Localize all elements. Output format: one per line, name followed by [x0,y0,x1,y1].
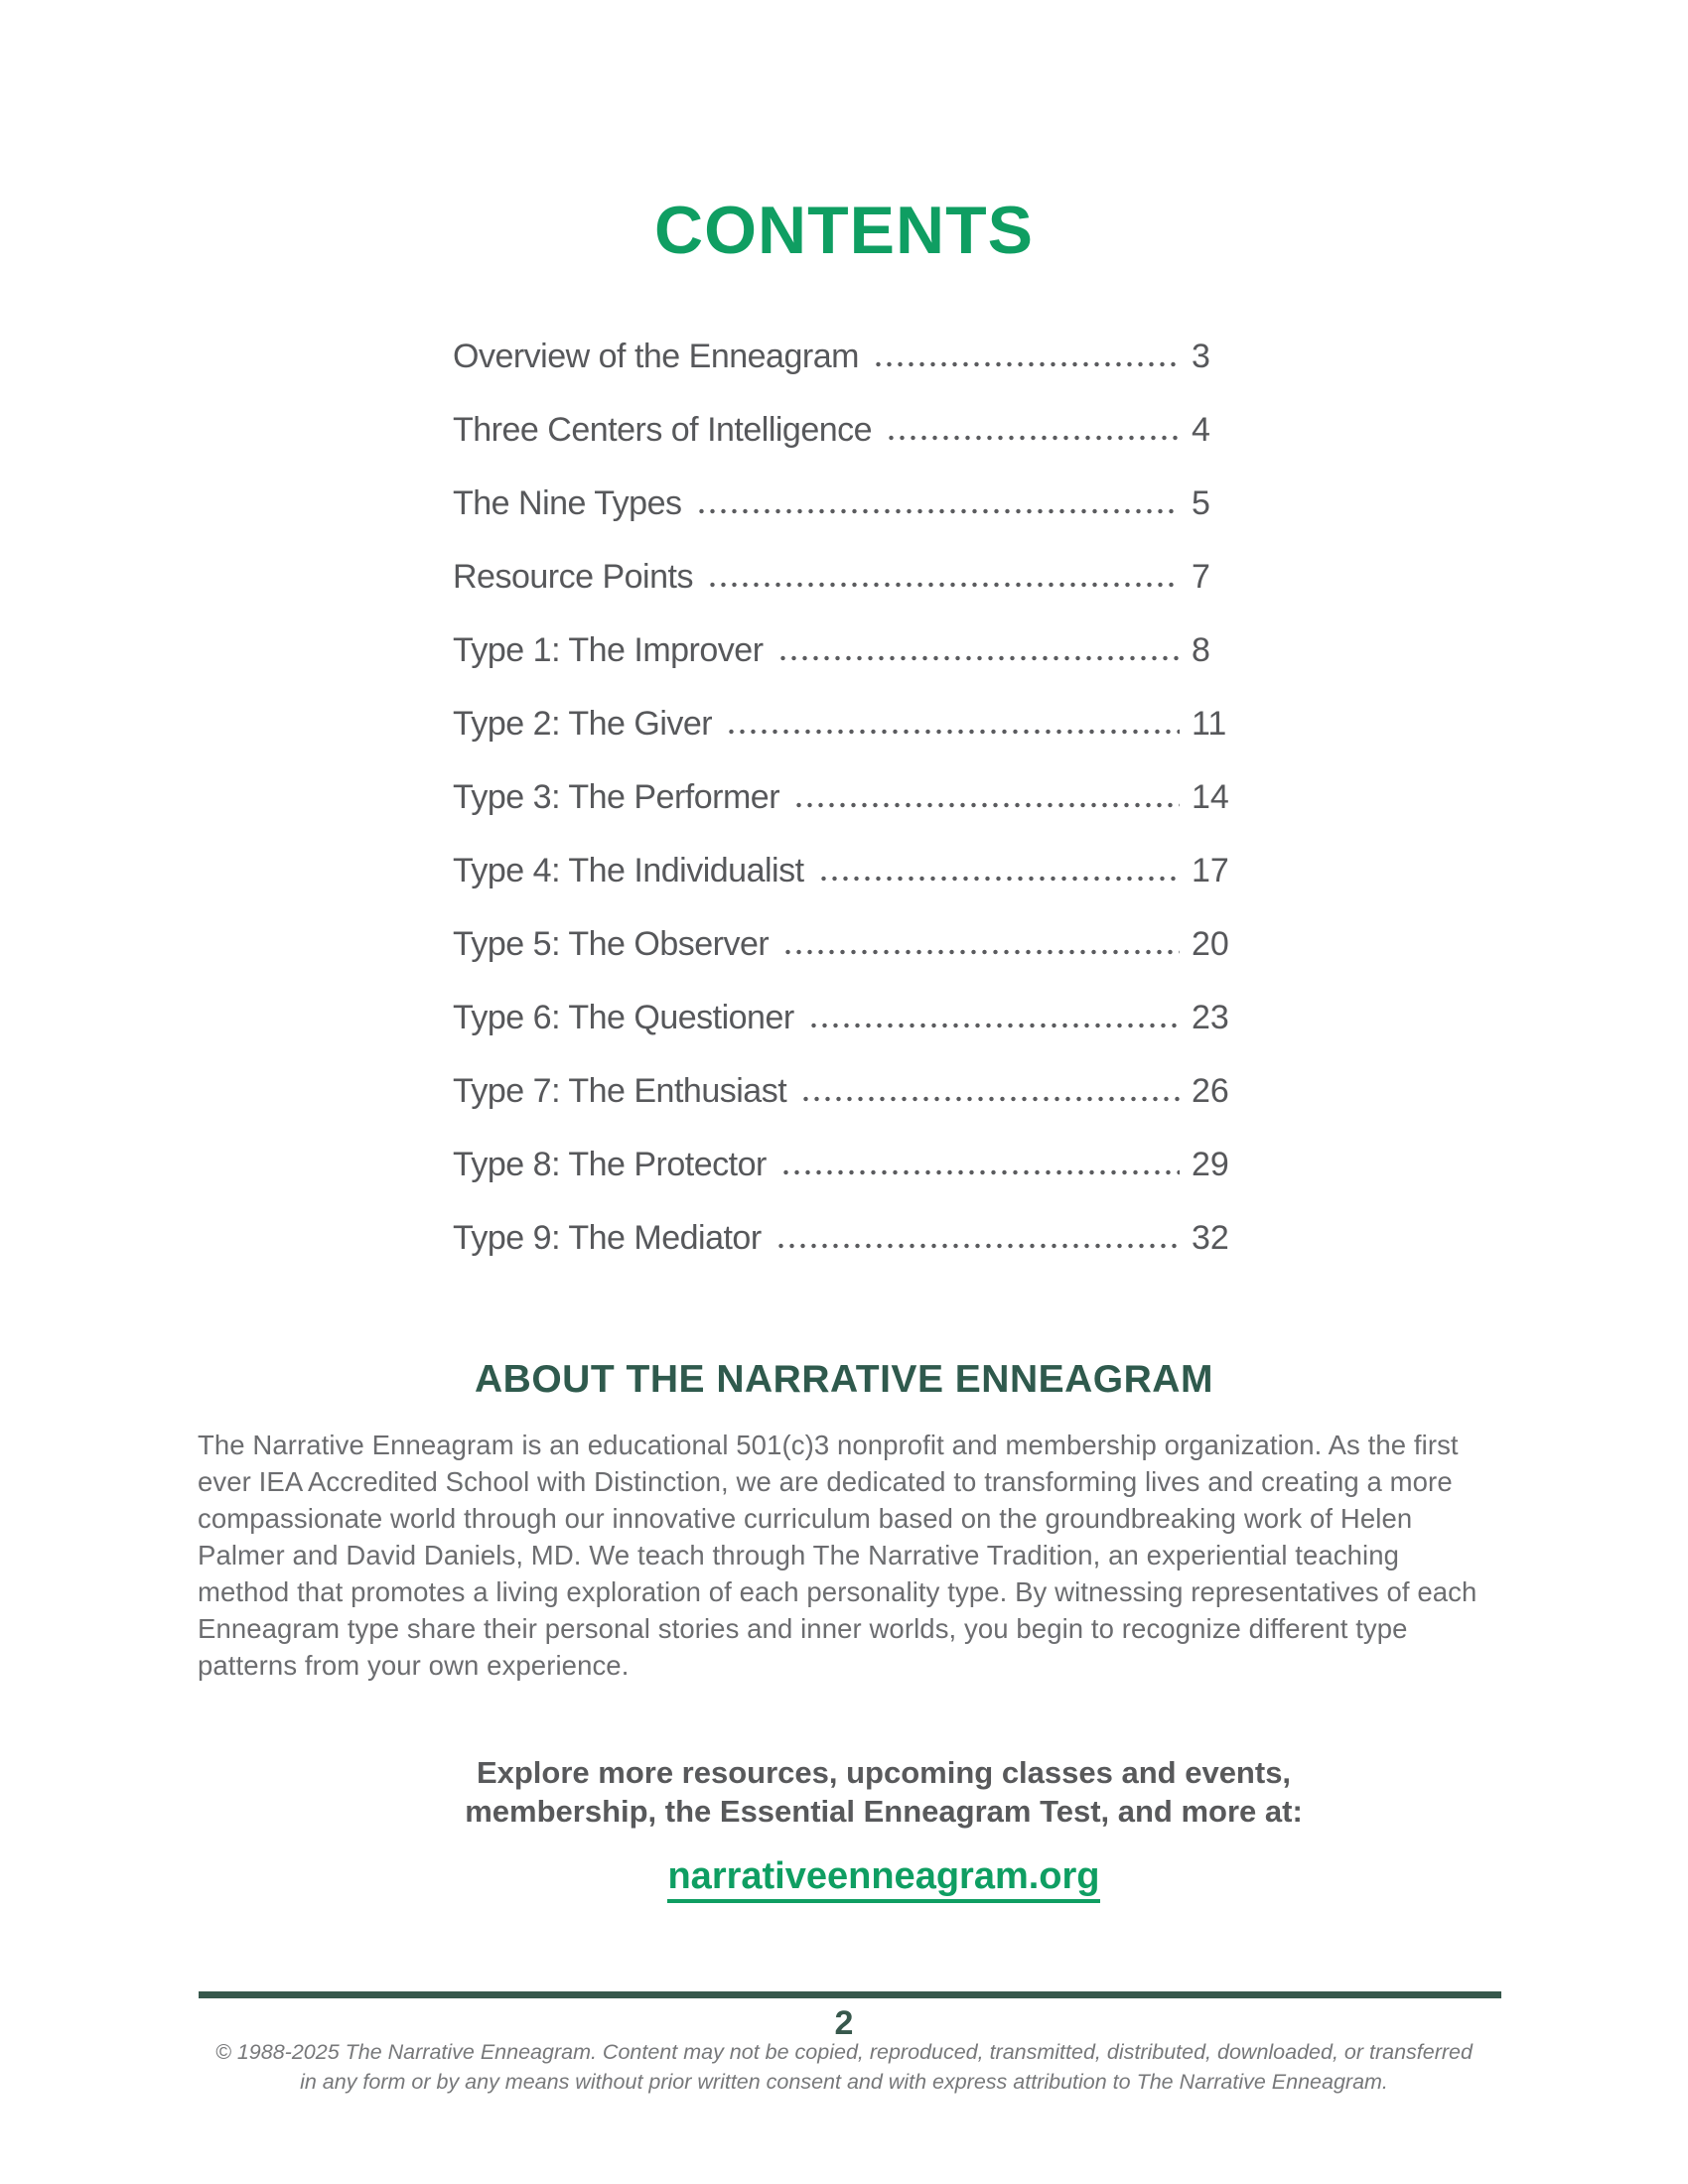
toc-page-number: 3 [1192,338,1210,375]
toc-entry-label: Type 4: The Individualist [453,852,804,889]
toc-entry-label: Type 7: The Enthusiast [453,1072,787,1110]
toc-entry [453,687,1235,760]
toc-entry [453,981,1235,1054]
cta-line-2: membership, the Essential Enneagram Test, and more at: [465,1794,1303,1829]
toc-entry [453,907,1235,981]
table-of-contents [453,320,1235,1275]
toc-entry-label: Type 9: The Mediator [453,1219,762,1257]
about-body-paragraph: The Narrative Enneagram is an educational 501(c)3 nonprofit and membership organization. As the first ever IEA Accredited School with Distinction, we are dedicated to transforming lives and creating a more compassionate world through our innovative curriculum based on the groundbreaking work of Helen Palmer and David Daniels, MD. We teach through The Narrative Tradition, an experiential teaching method that promotes a living exploration of each personality type. By witnessing representatives of each Enneagram type share their personal stories and inner worlds, you begin to recognize different type patterns from your own experience. [198,1430,1477,1681]
website-link-row [0,1854,1688,1908]
toc-entry [453,614,1235,687]
toc-entry-label: The Nine Types [453,484,682,522]
toc-entry-label: Type 8: The Protector [453,1146,767,1183]
copyright-line-2: in any form or by any means without prior written consent and with express attribution to The Narrative Enneagram. [300,2070,1388,2094]
toc-entry-label: Type 3: The Performer [453,778,780,816]
dot-leader [726,729,1180,735]
toc-page-number: 11 [1192,705,1227,743]
cta-line-1: Explore more resources, upcoming classes and events, [476,1755,1292,1790]
toc-page-number: 4 [1192,411,1210,449]
dot-leader [696,508,1180,514]
copyright-line-1: © 1988-2025 The Narrative Enneagram. Content may not be copied, reproduced, transmitted, distributed, downloaded, or transferred [215,2040,1473,2064]
toc-entry [453,834,1235,907]
dot-leader [782,949,1180,955]
toc-entry-label: Type 6: The Questioner [453,999,794,1036]
dot-leader [886,435,1180,441]
about-heading: ABOUT THE NARRATIVE ENNEAGRAM [475,1358,1213,1401]
toc-entry [453,1054,1235,1128]
dot-leader [808,1023,1180,1028]
dot-leader [707,582,1180,588]
toc-entry-label: Three Centers of Intelligence [453,411,873,449]
toc-entry [453,1201,1235,1275]
toc-page-number: 17 [1192,852,1229,889]
dot-leader [793,802,1180,808]
toc-page-number: 5 [1192,484,1210,522]
dot-leader [780,1169,1180,1175]
toc-entry-label: Type 2: The Giver [453,705,713,743]
page-title: CONTENTS [654,193,1034,268]
toc-page-number: 7 [1192,558,1210,596]
copyright-notice [0,2037,1688,2097]
website-link[interactable]: narrativeenneagram.org [667,1854,1099,1903]
toc-entry [453,467,1235,540]
dot-leader [818,876,1180,882]
toc-entry [453,540,1235,614]
cta-text [0,1753,1688,1831]
dot-leader [775,1243,1180,1249]
toc-entry-label: Overview of the Enneagram [453,338,859,375]
toc-page-number: 32 [1192,1219,1229,1257]
footer-divider [199,1991,1501,1998]
toc-entry [453,760,1235,834]
dot-leader [800,1096,1180,1102]
dot-leader [873,361,1180,367]
dot-leader [777,655,1180,661]
toc-page-number: 29 [1192,1146,1229,1183]
toc-entry-label: Type 5: The Observer [453,925,770,963]
toc-entry-label: Resource Points [453,558,693,596]
toc-page-number: 20 [1192,925,1229,963]
toc-entry [453,393,1235,467]
toc-entry-label: Type 1: The Improver [453,631,764,669]
toc-page-number: 14 [1192,778,1229,816]
toc-entry [453,1128,1235,1201]
footer-page-number: 2 [834,2004,854,2042]
toc-page-number: 26 [1192,1072,1229,1110]
toc-page-number: 8 [1192,631,1210,669]
toc-entry [453,320,1235,393]
toc-page-number: 23 [1192,999,1229,1036]
